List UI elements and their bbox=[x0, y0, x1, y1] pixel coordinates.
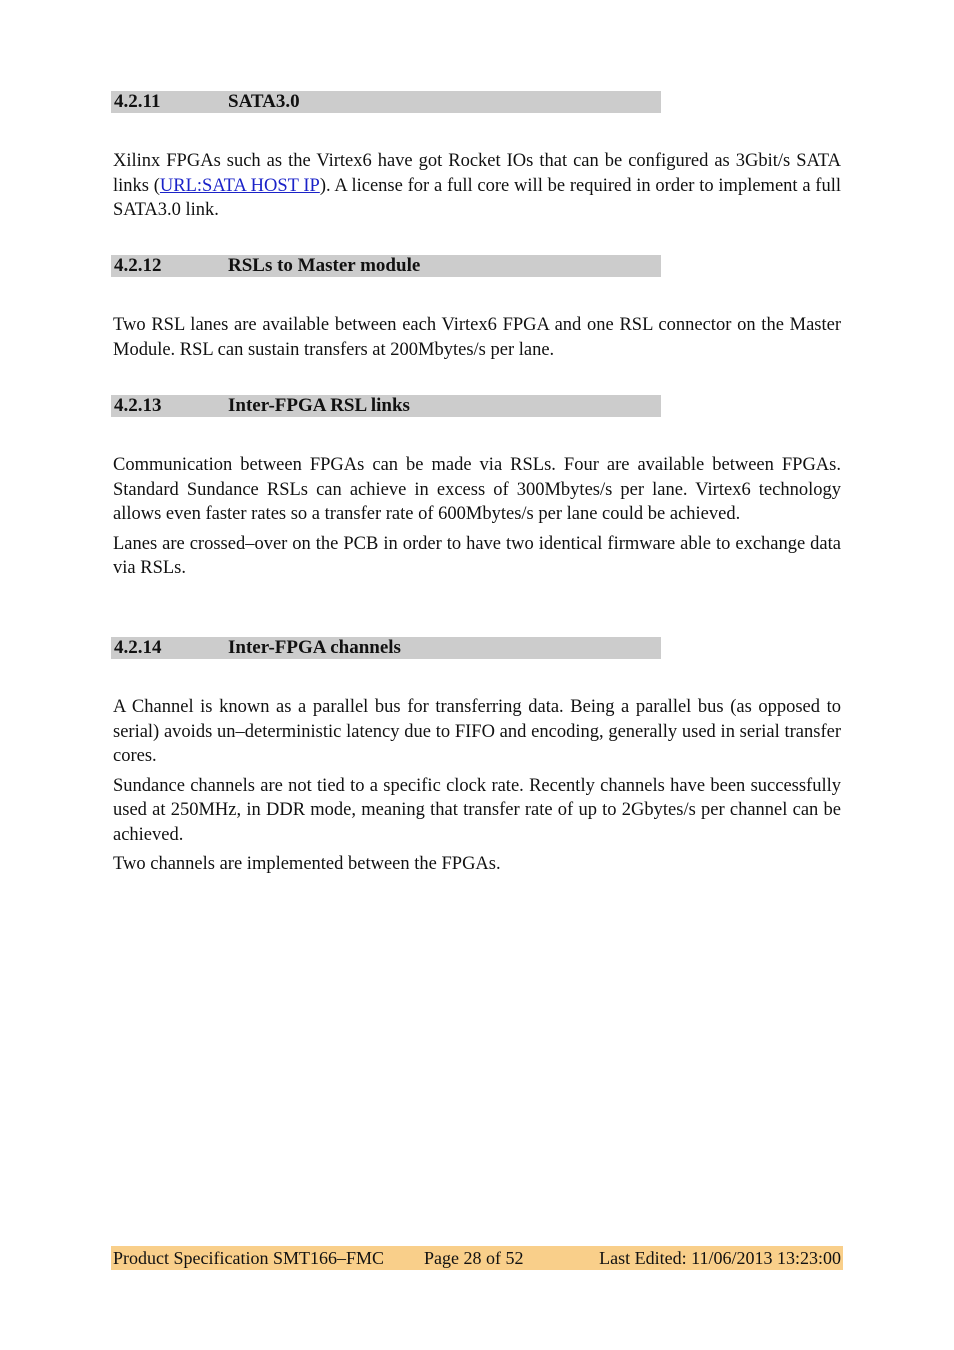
paragraph bbox=[113, 149, 841, 223]
section-heading-4-2-12 bbox=[111, 255, 661, 277]
section-title: SATA3.0 bbox=[228, 91, 300, 112]
paragraph: Two channels are implemented between the FPGAs. bbox=[113, 854, 501, 874]
section-body-4-2-14 bbox=[113, 695, 841, 882]
footer-page-number: Page 28 of 52 bbox=[424, 1248, 524, 1268]
section-body-4-2-11 bbox=[113, 149, 841, 228]
paragraph-text-after-link: ). A license for a full core will be required in order to implement a full SATA3.0 link. bbox=[113, 175, 842, 220]
section-heading-4-2-11 bbox=[111, 91, 661, 113]
section-title: Inter-FPGA RSL links bbox=[228, 395, 410, 416]
section-heading-4-2-14 bbox=[111, 637, 661, 659]
section-title: Inter-FPGA channels bbox=[228, 637, 401, 658]
paragraph: Two RSL lanes are available between each Virtex6 FPGA and one RSL connector on the Master Module. RSL can sustain transfers at 200Mbytes/s per lane. bbox=[113, 315, 841, 360]
section-number: 4.2.11 bbox=[114, 91, 161, 112]
paragraph-text-before-link: Xilinx FPGAs such as the Virtex6 have got Rocket IOs that can be configured as 3Gbit/s SATA links ( bbox=[113, 151, 841, 196]
paragraph: Lanes are crossed–over on the PCB in order to have two identical firmware able to exchange data via RSLs. bbox=[113, 533, 841, 578]
section-number: 4.2.12 bbox=[114, 255, 162, 276]
section-title: RSLs to Master module bbox=[228, 255, 421, 276]
section-heading-4-2-13 bbox=[111, 395, 661, 417]
section-body-4-2-12 bbox=[113, 313, 841, 367]
paragraph: Sundance channels are not tied to a specific clock rate. Recently channels have been successfully used at 250MHz, in DDR mode, meaning that transfer rate of up to 2Gbytes/s per channel can be achieved. bbox=[113, 775, 841, 845]
footer-product-spec: Product Specification SMT166–FMC bbox=[113, 1248, 384, 1268]
page-footer bbox=[111, 1246, 843, 1270]
footer-last-edited: Last Edited: 11/06/2013 13:23:00 bbox=[599, 1248, 841, 1268]
section-body-4-2-13 bbox=[113, 453, 841, 586]
section-number: 4.2.14 bbox=[114, 637, 162, 658]
paragraph: A Channel is known as a parallel bus for transferring data. Being a parallel bus (as opposed to serial) avoids un–deterministic latency due to FIFO and encoding, generally used in serial transfer cores. bbox=[113, 697, 841, 766]
paragraph: Communication between FPGAs can be made via RSLs. Four are available between FPGAs. Standard Sundance RSLs can achieve in excess of 300Mbytes/s per lane. Virtex6 technology allows even faster rates so a transfer rate of 600Mbytes/s per lane could be achieved. bbox=[113, 455, 841, 524]
sata-host-ip-link[interactable]: URL:SATA HOST IP bbox=[159, 175, 320, 196]
section-number: 4.2.13 bbox=[114, 395, 162, 416]
